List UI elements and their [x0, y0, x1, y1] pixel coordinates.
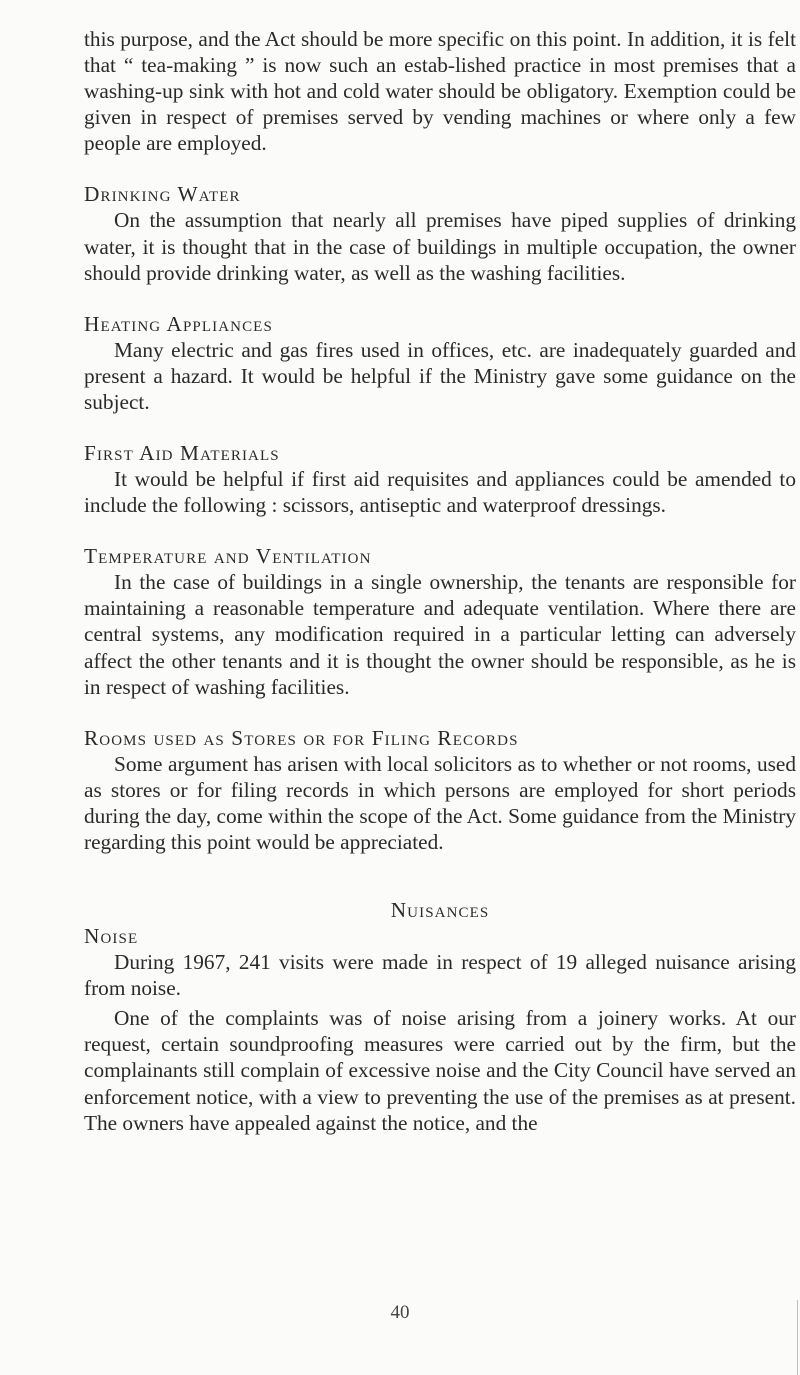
section-heading: Temperature and Ventilation — [84, 544, 372, 569]
section-paragraph: On the assumption that nearly all premises have piped supplies of drinking water, it is thought that in the case of buildings in multiple occupation, the owner should provide drinking water, as well as the washing facilities. — [84, 208, 796, 285]
section-heading: First Aid Materials — [84, 441, 280, 466]
section-paragraph: It would be helpful if first aid requisites and appliances could be amended to include the following : scissors, antiseptic and waterproof dressings. — [84, 467, 796, 518]
page-content — [84, 26, 796, 1136]
section-first-aid-materials — [84, 440, 796, 518]
section-drinking-water — [84, 181, 796, 285]
page-edge-line — [797, 1300, 798, 1375]
section-rooms-used-as-stores — [84, 725, 796, 855]
section-temperature-ventilation — [84, 543, 796, 699]
nuisances-title: Nuisances — [390, 898, 490, 923]
section-heading: Heating Appliances — [84, 311, 273, 336]
section-paragraph: In the case of buildings in a single ownership, the tenants are responsible for maintaining a reasonable temperature and adequate ventilation. Where there are central systems, any modification required in a particular letting can adversely affect the other tenants and it is thought the owner should be responsible, as he is in respect of washing facilities. — [84, 570, 796, 699]
section-paragraph: Some argument has arisen with local solicitors as to whether or not rooms, used as stores or for filing records in which persons are employed for short periods during the day, come within the scope of the Act. Some guidance from the Ministry regarding this point would be appreciated. — [84, 751, 796, 854]
noise-paragraph-1: During 1967, 241 visits were made in respect of 19 alleged nuisance arising from noise. — [84, 950, 796, 1001]
section-heating-appliances — [84, 311, 796, 415]
intro-paragraph: this purpose, and the Act should be more specific on this point. In addition, it is felt that “ tea-making ” is now such an estab-lished practice in most premises that a washing-up sink with hot and cold water should be obligatory. Exemption could be given in respect of premises served by vending machines or where only a few people are employed. — [84, 27, 796, 156]
noise-subheading: Noise — [84, 924, 139, 949]
noise-paragraph-2: One of the complaints was of noise arising from a joinery works. At our request, certain soundproofing measures were carried out by the firm, but the complainants still complain of excessive noise and the City Council have served an enforcement notice, with a view to preventing the use of the premises as at present. The owners have appealed against the notice, and the — [84, 1006, 796, 1135]
section-heading: Rooms used as Stores or for Filing Records — [84, 725, 519, 750]
page-number: 40 — [390, 1302, 410, 1323]
section-heading: Drinking Water — [84, 182, 241, 207]
section-paragraph: Many electric and gas fires used in offices, etc. are inadequately guarded and present a hazard. It would be helpful if the Ministry gave some guidance on the subject. — [84, 337, 796, 414]
